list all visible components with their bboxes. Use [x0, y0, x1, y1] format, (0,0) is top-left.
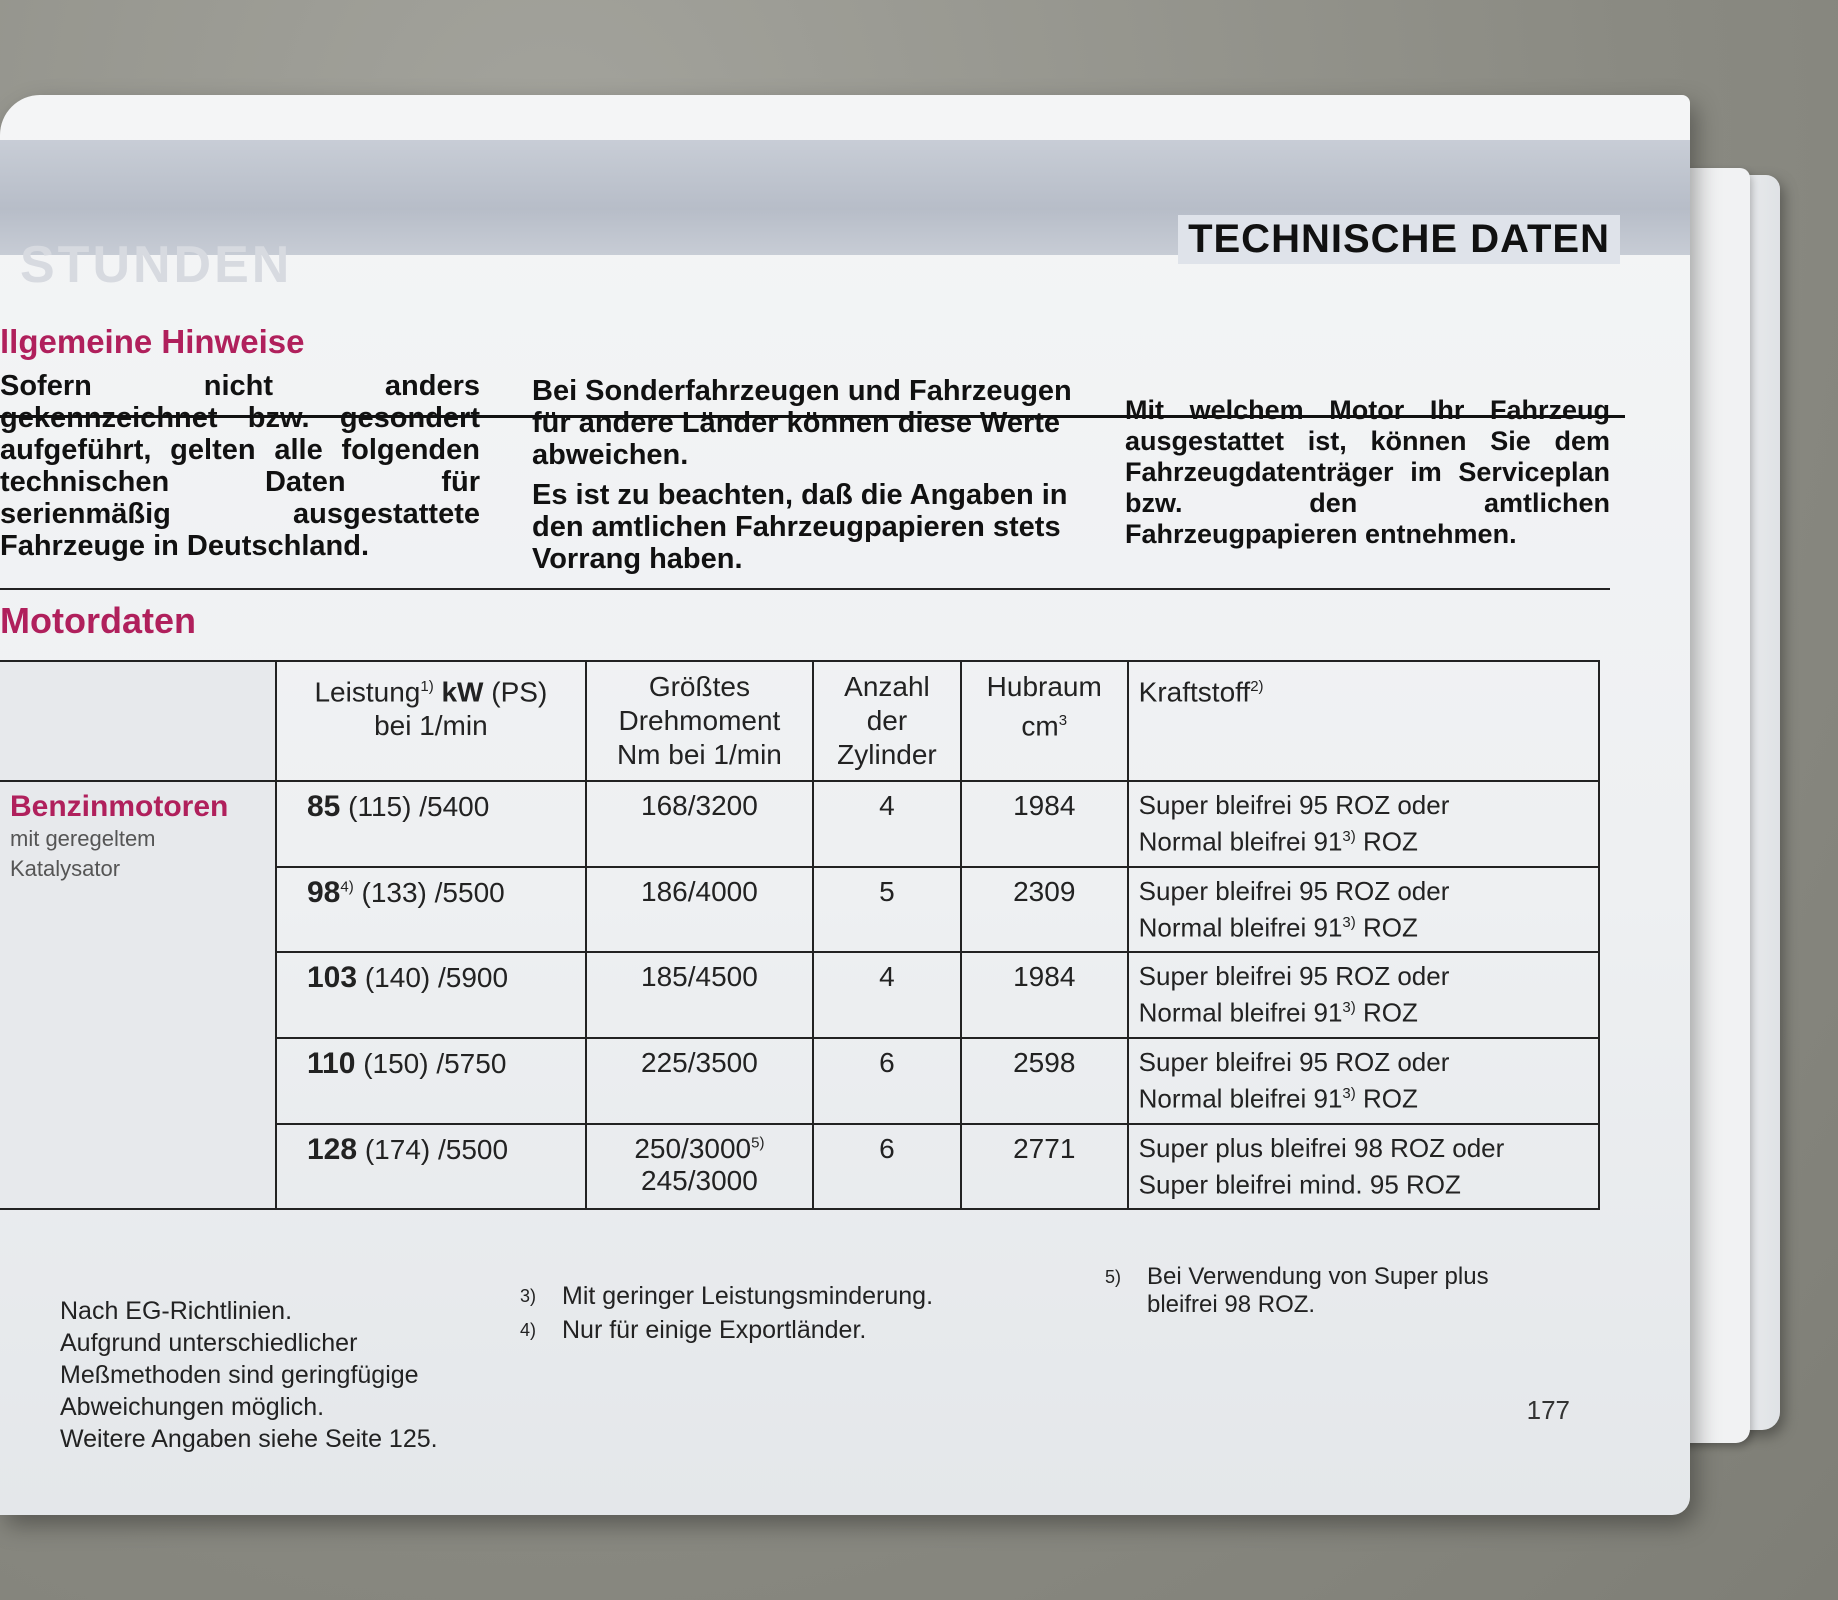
fuel-line-2: Normal bleifrei 91: [1138, 912, 1343, 943]
fuel-line-2-suffix: ROZ: [1355, 912, 1418, 943]
torque-value: 225/3500: [641, 1046, 758, 1078]
fuel-line-2: Super bleifrei mind. 95 ROZ: [1138, 1169, 1461, 1200]
footnote-mark: 5): [1105, 1267, 1122, 1287]
cell-displacement: 2309: [961, 867, 1128, 953]
section-rule: [0, 588, 1610, 590]
engine-data-table: [0, 660, 1600, 1210]
footnote-mark: 3): [1342, 913, 1356, 931]
power-ps-rpm: (150) /5750: [363, 1047, 507, 1079]
engine-group-sub2: Katalysator: [10, 856, 121, 881]
engine-group-sub1: mit geregeltem: [10, 826, 156, 851]
torque-value-2: 245/3000: [641, 1164, 758, 1196]
cell-displacement: 2771: [961, 1124, 1128, 1210]
cell-displacement: 1984: [961, 781, 1128, 867]
footnote-mark: 3): [1342, 1084, 1356, 1102]
cell-cylinders: 6: [813, 1124, 961, 1210]
footnote-3: [520, 1280, 990, 1312]
fuel-line-2: Normal bleifrei 91: [1138, 826, 1343, 857]
header-hubraum-sup: 3: [1058, 712, 1068, 729]
footnote-mark: 4): [340, 878, 354, 896]
header-zylinder-l2: der: [866, 705, 908, 736]
header-drehmoment: [586, 661, 813, 781]
footnote-3-text: Mit geringer Leistungsminderung.: [562, 1282, 934, 1310]
header-leistung-rpm: bei 1/min: [374, 710, 488, 742]
cell-power: [276, 952, 586, 1038]
footnote-mark: 4): [520, 1320, 537, 1340]
footnote-mark: 3): [1342, 828, 1356, 845]
header-hubraum: [961, 661, 1128, 781]
general-notes-text-2b: Es ist zu beachten, daß die Angaben in den amtlichen Fahrzeugpapieren stets Vorrang haben.: [532, 479, 1068, 575]
cell-cylinders: 4: [813, 781, 961, 867]
header-ps: (PS): [491, 676, 548, 708]
power-kw: 128: [307, 1132, 358, 1166]
power-ps-rpm: (140) /5900: [364, 962, 509, 994]
general-notes-text-2a: Bei Sonderfahrzeugen und Fahrzeugen für andere Länder können diese Werte abweichen.: [532, 375, 1072, 471]
cell-power: [276, 1038, 586, 1124]
general-notes-col1: [0, 370, 480, 570]
motordaten-heading: Motordaten: [0, 600, 196, 641]
footnotes-middle: [520, 1280, 990, 1348]
cell-fuel: [1128, 867, 1599, 953]
general-notes-heading: llgemeine Hinweise: [0, 323, 305, 360]
cell-cylinders: 5: [813, 867, 961, 953]
cell-fuel: [1128, 952, 1599, 1038]
header-empty-cell: [0, 661, 276, 781]
footnote-4: [520, 1314, 990, 1346]
footnote-2b: Weitere Angaben siehe Seite 125.: [60, 1425, 438, 1453]
cell-fuel: [1128, 1038, 1599, 1124]
fuel-line-2-suffix: ROZ: [1355, 826, 1418, 857]
cell-torque: [586, 1124, 813, 1210]
power-kw: 103: [307, 961, 358, 995]
engine-group-label: [0, 781, 276, 1209]
header-zylinder-l1: Anzahl: [844, 671, 930, 702]
table-header-row: [0, 661, 1599, 781]
header-zylinder-l3: Zylinder: [837, 739, 937, 770]
header-zylinder: [813, 661, 961, 781]
header-drehmoment-l3: Nm bei 1/min: [616, 739, 782, 770]
fuel-line-2: Normal bleifrei 91: [1138, 1083, 1343, 1114]
footnote-mark: 3): [1342, 999, 1356, 1017]
header-drehmoment-l2: Drehmoment: [618, 705, 781, 736]
fuel-line-1: Super bleifrei 95 ROZ oder: [1138, 961, 1450, 992]
cell-fuel: [1128, 1124, 1599, 1210]
cell-torque: [586, 952, 813, 1038]
torque-value: 185/4500: [641, 961, 758, 993]
cell-power: [276, 867, 586, 953]
torque-value: 168/3200: [641, 790, 758, 821]
header-drehmoment-l1: Größtes: [648, 671, 750, 702]
cell-cylinders: 4: [813, 952, 961, 1038]
cell-power: [276, 781, 586, 867]
footnote-mark: 2): [1250, 678, 1264, 695]
general-notes-text-3: Mit welchem Motor Ihr Fahrzeug ausgestattet ist, können Sie dem Fahrzeugdatenträger im Serviceplan bzw. den amtlichen Fahrzeugpapieren entnehmen.: [1125, 395, 1610, 549]
cell-torque: [586, 867, 813, 953]
footnote-4-text: Nur für einige Exportländer.: [562, 1316, 867, 1344]
cell-cylinders: 6: [813, 1038, 961, 1124]
show-through-text: STUNDEN: [20, 236, 293, 294]
fuel-line-2-suffix: ROZ: [1355, 1083, 1418, 1114]
power-kw: 85: [307, 790, 341, 823]
cell-power: [276, 1124, 586, 1210]
footnotes-left: [60, 1295, 500, 1455]
cell-torque: [586, 781, 813, 867]
power-ps-rpm: (115) /5400: [348, 791, 490, 822]
header-kraftstoff-text: Kraftstoff: [1138, 676, 1251, 708]
header-kraftstoff: [1128, 661, 1599, 781]
fuel-line-2: Normal bleifrei 91: [1138, 997, 1343, 1028]
fuel-line-1: Super bleifrei 95 ROZ oder: [1138, 1046, 1450, 1077]
general-notes-col3: [1125, 395, 1610, 558]
fuel-line-2-suffix: ROZ: [1355, 997, 1418, 1028]
header-leistung: [276, 661, 586, 781]
footnote-5-text: Bei Verwendung von Super plus bleifrei 98 ROZ.: [1147, 1263, 1489, 1318]
general-notes-text-1: Sofern nicht anders gekennzeichnet bzw. gesondert aufgeführt, gelten alle folgenden technischen Daten für serienmäßig ausgestattete Fahrzeuge in Deutschland.: [0, 370, 480, 562]
page-number: 177: [1526, 1395, 1570, 1425]
power-ps-rpm: (133) /5500: [361, 876, 505, 908]
torque-value: 250/3000: [634, 1132, 752, 1164]
torque-value: 186/4000: [641, 875, 758, 907]
header-leistung-text: Leistung: [314, 676, 421, 708]
fuel-line-1: Super bleifrei 95 ROZ oder: [1138, 875, 1450, 906]
table-row: [0, 781, 1599, 867]
power-ps-rpm: (174) /5500: [364, 1133, 509, 1165]
fuel-line-1: Super bleifrei 95 ROZ oder: [1138, 790, 1450, 820]
header-hubraum-unit: cm: [1021, 710, 1059, 742]
power-kw: 98: [307, 875, 341, 909]
manual-page: [0, 95, 1690, 1515]
header-kw: kW: [441, 676, 484, 708]
cell-displacement: 1984: [961, 952, 1128, 1038]
footnotes-right: [1105, 1263, 1525, 1321]
footnote-mark: 3): [520, 1286, 537, 1306]
general-notes-col2: [532, 375, 1087, 583]
cell-torque: [586, 1038, 813, 1124]
footnote-2: Aufgrund unterschiedlicher Meßmethoden sind geringfügige Abweichungen möglich.: [60, 1329, 419, 1421]
footnote-1: Nach EG-Richtlinien.: [60, 1297, 293, 1325]
engine-group-name: Benzinmotoren: [10, 790, 229, 823]
footnote-mark: 5): [751, 1134, 765, 1152]
fuel-line-1: Super plus bleifrei 98 ROZ oder: [1138, 1132, 1505, 1163]
power-kw: 110: [307, 1046, 356, 1080]
page-title: TECHNISCHE DATEN: [1178, 215, 1620, 264]
cell-fuel: [1128, 781, 1599, 867]
footnote-mark: 1): [420, 678, 434, 695]
footnote-5: [1105, 1263, 1525, 1319]
header-hubraum-l1: Hubraum: [986, 671, 1102, 702]
cell-displacement: 2598: [961, 1038, 1128, 1124]
